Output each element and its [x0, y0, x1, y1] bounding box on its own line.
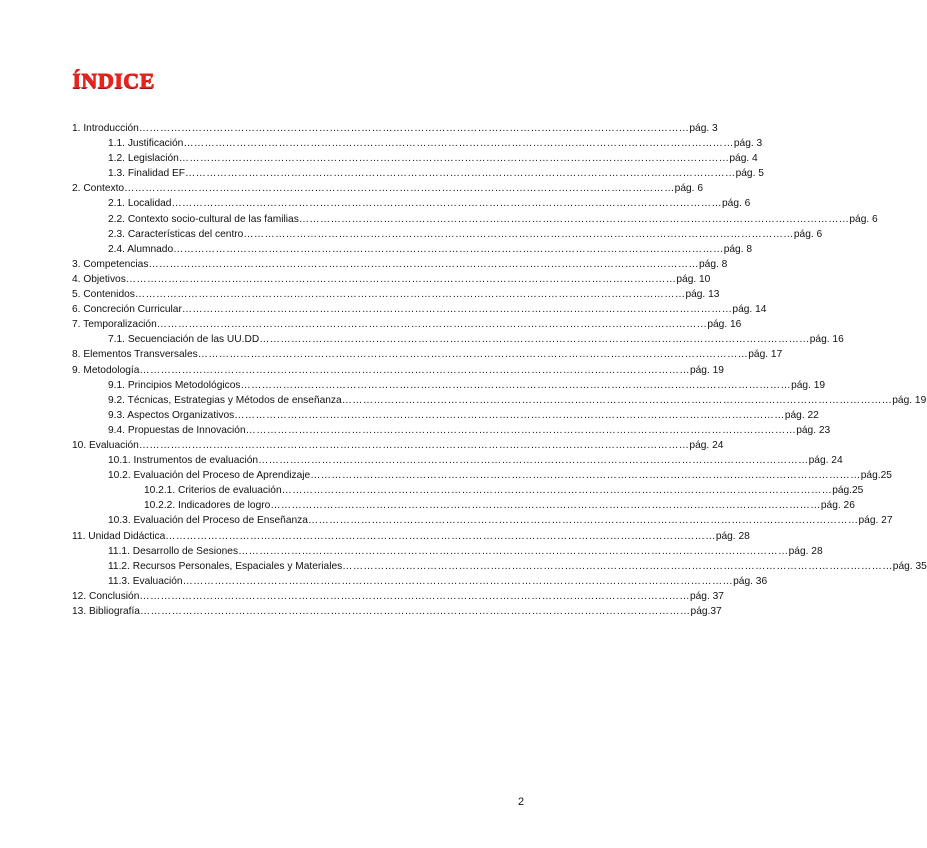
toc-entry [108, 513, 893, 528]
toc-leader-dots: ………………………………………………………………………………………………………………………………………… [310, 470, 861, 482]
toc-entry-page: pág. 8 [723, 243, 753, 255]
toc-entry-label: 11. Unidad Didáctica [72, 530, 166, 542]
toc-entry-label: 10.3. Evaluación del Proceso de Enseñanza [108, 515, 308, 527]
toc-entry-label: 9.4. Propuestas de Innovación [108, 424, 246, 436]
toc-entry-label: 2. Contexto [72, 183, 125, 195]
toc-entry-page: pág. 16 [809, 334, 844, 346]
toc-entry-page: pág. 14 [732, 304, 767, 316]
toc-entry-page: pág. 6 [849, 213, 878, 225]
toc-entry [72, 438, 724, 453]
toc-entry [144, 483, 864, 498]
toc-entry-page: pág. 37 [689, 590, 724, 602]
toc-leader-dots: ………………………………………………………………………………………………………………………………………… [165, 530, 716, 542]
toc-entry-label: 9. Metodología [72, 364, 140, 376]
toc-leader-dots: ………………………………………………………………………………………………………………………………………… [171, 198, 723, 210]
toc-entry [72, 604, 722, 619]
toc-entry-page: pág. 19 [892, 394, 927, 406]
toc-entry [72, 529, 750, 544]
toc-entry-page: pág. 16 [707, 319, 742, 331]
toc-leader-dots: ………………………………………………………………………………………………………………………………………… [139, 606, 691, 617]
toc-entry [108, 196, 751, 211]
toc-leader-dots: ………………………………………………………………………………………………………………………………………… [243, 228, 794, 240]
toc-entry-label: 10.2.1. Criterios de evaluación [144, 485, 282, 497]
toc-entry [108, 378, 826, 393]
toc-entry-label: 10.1. Instrumentos de evaluación [108, 455, 259, 467]
toc-leader-dots: ………………………………………………………………………………………………………………………………………… [281, 485, 833, 497]
toc-entry-page: pág. 23 [796, 424, 831, 436]
toc-entry-page: pág. 19 [791, 379, 826, 391]
toc-entry-label: 8. Elementos Transversales [72, 349, 198, 361]
toc-entry [108, 332, 844, 347]
toc-entry-label: 2.4. Alumnado [108, 243, 174, 255]
toc-leader-dots: ………………………………………………………………………………………………………………………………………… [270, 500, 821, 512]
toc-entry-label: 11.3. Evaluación [108, 575, 183, 587]
toc-entry [72, 302, 767, 317]
toc-leader-dots: ………………………………………………………………………………………………………………………………………… [173, 243, 724, 255]
toc-leader-dots: ………………………………………………………………………………………………………………………………………… [342, 560, 893, 572]
toc-entry-page: pág. 6 [793, 228, 823, 240]
toc-entry-label: 9.1. Principios Metodológicos [108, 379, 241, 391]
page-number: 2 [518, 796, 525, 808]
toc-entry-page: pág. 17 [748, 349, 783, 361]
toc-entry-label: 11.2. Recursos Personales, Espaciales y Materiales [108, 560, 343, 572]
toc-leader-dots: ………………………………………………………………………………………………………………………………………… [240, 379, 792, 391]
toc-entry-label: 10.2.2. Indicadores de logro [144, 500, 271, 512]
toc-entry-label: 11.1. Desarrollo de Sesiones [108, 545, 239, 557]
toc-leader-dots: ………………………………………………………………………………………………………………………………………… [156, 319, 708, 331]
toc-entry-page: pág. 28 [715, 530, 750, 542]
toc-entry-label: 12. Conclusión [72, 590, 140, 602]
toc-entry [72, 589, 724, 604]
toc-entry-page: pág. 3 [733, 138, 763, 150]
toc-entry [72, 272, 711, 287]
toc-entry-page: pág.25 [860, 470, 892, 482]
toc-entry-label: 6. Concreción Curricular [72, 304, 182, 316]
toc-entry [144, 498, 855, 513]
toc-entry-page: pág. 19 [689, 364, 724, 376]
toc-entry-page: pág. 3 [689, 123, 718, 134]
toc-leader-dots: ………………………………………………………………………………………………………………………………………… [148, 258, 700, 270]
toc-leader-dots: ………………………………………………………………………………………………………………………………………… [178, 153, 730, 165]
toc-entry [108, 559, 927, 574]
toc-entry-label: 13. Bibliografía [72, 606, 140, 617]
toc-leader-dots: ………………………………………………………………………………………………………………………………………… [124, 183, 675, 195]
toc-entry-label: 3. Competencias [72, 258, 149, 270]
toc-leader-dots: ………………………………………………………………………………………………………………………………………… [259, 334, 810, 346]
toc-entry-label: 1.3. Finalidad EF [108, 168, 186, 180]
toc-entry-page: pág. 5 [735, 168, 764, 180]
toc-entry [108, 468, 892, 483]
toc-entry [108, 423, 831, 438]
toc-entry [108, 242, 753, 257]
toc-leader-dots: ………………………………………………………………………………………………………………………………………… [307, 515, 859, 527]
toc-entry-page: pág. 13 [685, 289, 720, 301]
toc-entry [72, 257, 728, 272]
toc-entry-label: 4. Objetivos [72, 273, 126, 285]
toc-leader-dots: ………………………………………………………………………………………………………………………………………… [182, 575, 734, 587]
toc-leader-dots: ………………………………………………………………………………………………………………………………………… [298, 213, 850, 225]
toc-leader-dots: ………………………………………………………………………………………………………………………………………… [134, 289, 686, 301]
toc-entry-page: pág. 4 [729, 153, 758, 165]
toc-leader-dots: ………………………………………………………………………………………………………………………………………… [258, 455, 809, 467]
toc-entry-page: pág. 28 [788, 545, 823, 557]
toc-leader-dots: ………………………………………………………………………………………………………………………………………… [341, 394, 893, 406]
page-title: ÍNDICE [72, 68, 155, 93]
toc-leader-dots: ………………………………………………………………………………………………………………………………………… [125, 273, 677, 285]
toc-leader-dots: ………………………………………………………………………………………………………………………………………… [238, 545, 789, 557]
toc-entry-label: 1. Introducción [72, 123, 139, 134]
toc-entry-page: pág. 27 [858, 515, 893, 527]
toc-entry [72, 181, 703, 196]
toc-leader-dots: ………………………………………………………………………………………………………………………………………… [197, 349, 749, 361]
toc-entry-label: 7.1. Secuenciación de las UU.DD [108, 334, 260, 346]
toc-entry-page: pág. 35 [892, 560, 927, 572]
toc-entry [108, 166, 764, 181]
toc-entry [72, 347, 783, 362]
toc-entry-label: 1.1. Justificación [108, 138, 184, 150]
toc-entry [72, 363, 724, 378]
toc-entry-label: 2.3. Características del centro [108, 228, 244, 240]
toc-entry [108, 393, 927, 408]
toc-entry-page: pág. 24 [808, 455, 843, 467]
toc-entry-label: 9.2. Técnicas, Estrategias y Métodos de enseñanza [108, 394, 342, 406]
toc-entry-page: pág. 26 [820, 500, 855, 512]
toc-entry-page: pág. 6 [722, 198, 751, 210]
toc-entry-page: pág. 6 [674, 183, 703, 195]
toc-entry [108, 136, 763, 151]
toc-entry [108, 212, 878, 227]
toc-leader-dots: ………………………………………………………………………………………………………………………………………… [139, 364, 690, 376]
toc-entry-label: 2.1. Localidad [108, 198, 172, 210]
toc-entry [108, 453, 843, 468]
toc-entry-label: 7. Temporalización [72, 319, 157, 331]
toc-leader-dots: ………………………………………………………………………………………………………………………………………… [138, 439, 690, 451]
toc-leader-dots: ………………………………………………………………………………………………………………………………………… [181, 304, 733, 316]
toc-leader-dots: ………………………………………………………………………………………………………………………………………… [139, 590, 690, 602]
toc-leader-dots: ………………………………………………………………………………………………………………………………………… [245, 424, 797, 436]
toc-entry-label: 5. Contenidos [72, 289, 135, 301]
toc-leader-dots: ………………………………………………………………………………………………………………………………………… [183, 138, 734, 150]
toc-entry-label: 9.3. Aspectos Organizativos [108, 409, 235, 421]
toc-entry [108, 408, 819, 423]
toc-entry-label: 2.2. Contexto socio-cultural de las familias [108, 213, 299, 225]
toc-entry [108, 151, 758, 166]
table-of-contents [0, 121, 927, 619]
toc-entry-page: pág. 36 [733, 575, 768, 587]
toc-entry [72, 287, 720, 302]
toc-entry [108, 227, 823, 242]
toc-entry-page: pág. 22 [784, 409, 819, 421]
toc-entry [72, 317, 742, 332]
toc-entry-page: pág.25 [832, 485, 864, 497]
toc-entry-page: pág. 8 [699, 258, 728, 270]
toc-entry [108, 544, 823, 559]
toc-leader-dots: ………………………………………………………………………………………………………………………………………… [138, 123, 690, 134]
toc-entry-page: pág. 24 [689, 439, 724, 451]
toc-entry-label: 10.2. Evaluación del Proceso de Aprendizaje [108, 470, 311, 482]
toc-entry-page: pág.37 [690, 606, 722, 617]
toc-leader-dots: ………………………………………………………………………………………………………………………………………… [234, 409, 785, 421]
toc-leader-dots: ………………………………………………………………………………………………………………………………………… [185, 168, 736, 180]
toc-entry-label: 1.2. Legislación [108, 153, 179, 165]
toc-entry [72, 121, 718, 136]
toc-entry-label: 10. Evaluación [72, 439, 139, 451]
toc-entry-page: pág. 10 [676, 273, 711, 285]
toc-entry [108, 574, 768, 589]
